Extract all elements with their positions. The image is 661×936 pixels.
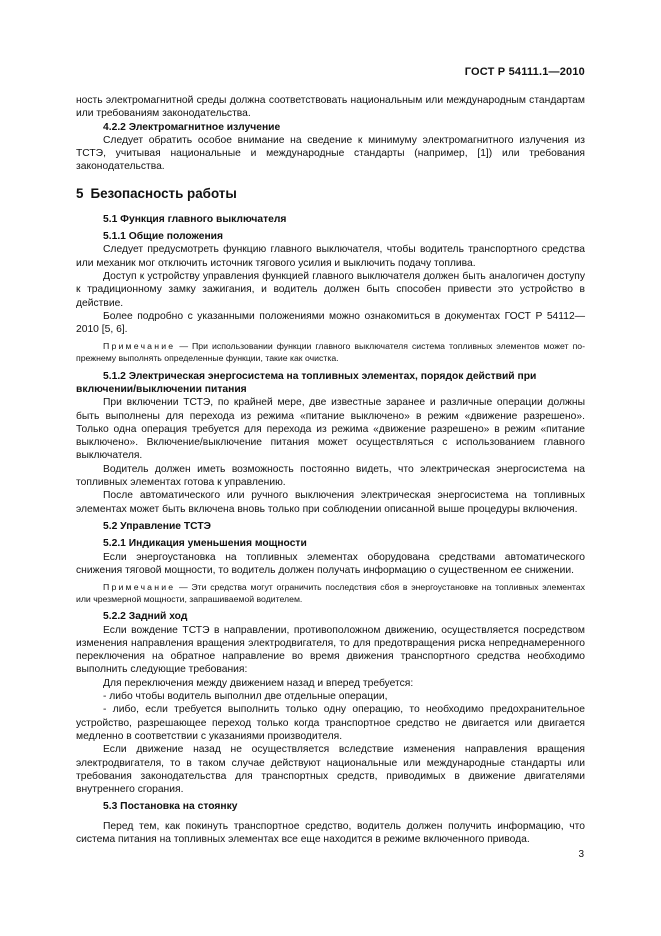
note-label: Примечание xyxy=(103,341,176,352)
heading-5-2-1: 5.2.1 Индикация уменьшения мощности xyxy=(103,538,307,550)
note-label: Примечание xyxy=(103,582,176,593)
heading-5-1: 5.1 Функция главного выключателя xyxy=(103,213,287,225)
heading-4-2-2: 4.2.2 Электромагнитное излучение xyxy=(103,121,281,133)
page-number: 3 xyxy=(578,849,584,860)
heading-5-3: 5.3 Постановка на стоянку xyxy=(103,801,238,813)
paragraph-5-1-1-c: Более подробно с указанными положениями можно ознакомиться в документах ГОСТ Р 54112—2010 [5, 6]. xyxy=(76,310,585,336)
heading-5-2-2: 5.2.2 Задний ход xyxy=(103,611,188,623)
section-5-number: 5 xyxy=(76,185,84,201)
heading-5-2: 5.2 Управление ТСТЭ xyxy=(103,520,211,532)
section-5-title: Безопасность работы xyxy=(90,185,237,201)
heading-section-5 xyxy=(76,186,585,202)
paragraph-5-1-2-c: После автоматического или ручного выключения электрическая энергосистема на топливных элементах может быть включена вновь только при соблюдении описанной выше процедуры включения. xyxy=(76,490,585,515)
heading-5-1-2: 5.1.2 Электрическая энергосистема на топливных элементах, порядок действий при включении/выключении питания xyxy=(76,370,537,395)
note-text: — Эти средства могут ограничить последствия сбоя в энергоустановке на топливных элементах или чрезмерной мощности, запрашиваемой водителем. xyxy=(76,582,585,604)
paragraph-5-2-2-a: Если вождение ТСТЭ в направлении, противоположном движению, осуществляется посредством изменения направления вращения электродвигателя, то для предотвращения риска непреднамеренного переключения на обратное направление во время движения транспортного средства необходимо выполнить следующие требования: xyxy=(76,624,585,676)
paragraph-5-2-1: Если энергоустановка на топливных элементах оборудована средствами автоматического снижения тяговой мощности, то водитель должен получать информацию о существенном ее снижении. xyxy=(76,551,585,576)
paragraph-intro: ность электромагнитной среды должна соответствовать национальным или международным стандартам или требованиям законодательства. xyxy=(76,95,585,120)
paragraph-5-2-2-d: - либо, если требуется выполнить только одну операцию, то необходимо предохранительное устройство, разрешающее переход только когда транспортное средство не двигается или двигается медленно в соответствии с указаниями производителя. xyxy=(76,704,585,742)
note-text: — При использовании функции главного выключателя система топливных элементов может по-прежнему выполнять определенные функции, такие как очистка. xyxy=(76,341,585,364)
paragraph-5-1-1-b: Доступ к устройству управления функцией главного выключателя должен быть аналогичен доступу к традиционному замку зажигания, и водитель должен быть способен привести это устройство в действие. xyxy=(76,270,585,309)
paragraph-5-2-2-c: - либо чтобы водитель выполнил две отдельные операции, xyxy=(103,691,388,703)
paragraph-5-2-2-b: Для переключения между движением назад и вперед требуется: xyxy=(103,677,414,689)
paragraph-5-1-1-a: Следует предусмотреть функцию главного выключателя, чтобы водитель транспортного средства или механик мог отключить источник тягового усилия и выключить подачу топлива. xyxy=(76,244,585,269)
paragraph-5-3: Перед тем, как покинуть транспортное средство, водитель должен получить информацию, что система питания на топливных элементах все еще находится в режиме включенного привода. xyxy=(76,820,585,846)
note-power-reduction xyxy=(76,582,585,605)
page-content xyxy=(76,94,585,846)
paragraph-5-1-2-a: При включении ТСТЭ, по крайней мере, две известные заранее и различные операции должны быть выполнены для перехода из режима «питание выключено» в режим «движение разрешено». Только одна операция требуется для перехода из режима «движение разрешено» в режим «питание выключено». Включение/выключение питания может осуществляться с использованием главного выключателя. xyxy=(76,397,585,462)
document-code-header: ГОСТ Р 54111.1—2010 xyxy=(464,66,585,78)
paragraph-5-1-2-b: Водитель должен иметь возможность постоянно видеть, что электрическая энергосистема на топливных элементах готова к управлению. xyxy=(76,463,585,489)
note-master-switch xyxy=(76,341,585,364)
paragraph-5-2-2-e: Если движение назад не осуществляется вследствие изменения направления вращения электродвигателя, то в таком случае действуют национальные или международные стандарты или требования законодательства для транспортных средств, приводимых в движение двигателями внутреннего сгорания. xyxy=(76,744,585,796)
heading-5-1-1: 5.1.1 Общие положения xyxy=(103,231,223,243)
paragraph-4-2-2: Следует обратить особое внимание на сведение к минимуму электромагнитного излучения из ТСТЭ, учитывая национальные и международные стандарты (например, [1]) или требования законодательства. xyxy=(76,134,585,173)
